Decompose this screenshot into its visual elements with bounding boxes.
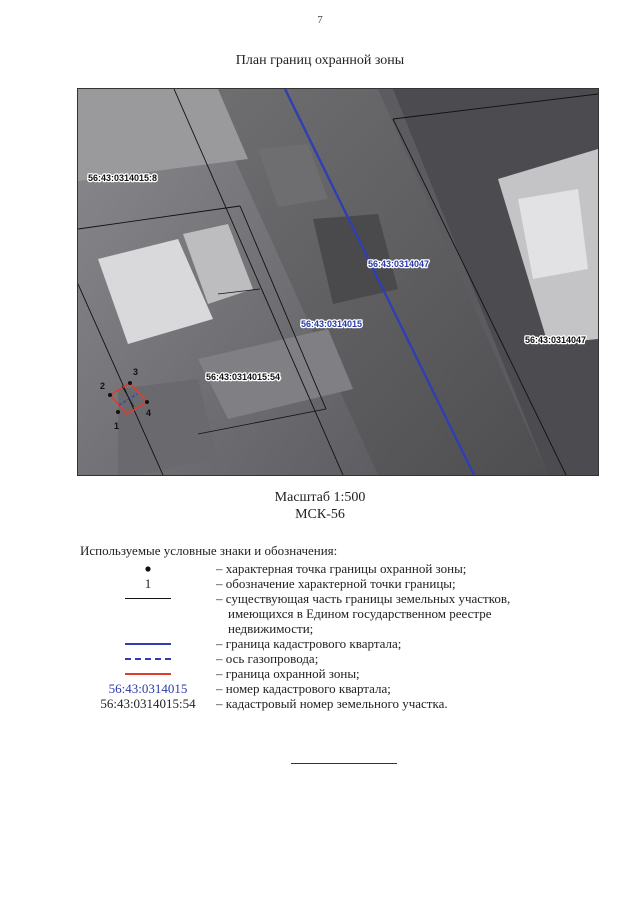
legend-item-parcel-border: – существующая часть границы земельных участков, имеющихся в Едином государственном реестре недвижимости; [80,591,600,636]
coordinate-system-label: МСК-56 [295,507,345,522]
boundary-point-3-label: 3 [133,367,139,377]
quarter-label-0314047-right: 56:43:0314047 [525,335,587,345]
blue-line-icon [125,643,171,645]
legend-item-point: – характерная точка границы охранной зоны; [80,561,600,576]
boundary-point-2-dot[interactable] [108,393,112,397]
parcel-label-54: 56:43:0314015:54 [206,372,281,382]
legend-item-gas-pipeline: – ось газопровода; [80,651,600,666]
boundary-point-4-dot[interactable] [145,400,149,404]
plan-title: План границ охранной зоны [235,53,405,68]
legend [80,561,600,711]
boundary-point-3-dot[interactable] [128,381,132,385]
map-frame[interactable] [77,88,599,476]
legend-item-point-number: 1 – обозначение характерной точки границы; [80,576,600,591]
scale-block [0,489,640,523]
boundary-point-1-dot[interactable] [116,410,120,414]
legend-item-protection-zone: – граница охранной зоны; [80,666,600,681]
quarter-number-sample: 56:43:0314015 [108,681,188,696]
legend-item-parcel-number: 56:43:0314015:54 – кадастровый номер земельного участка. [80,696,600,711]
red-line-icon [125,673,171,675]
legend-item-quarter-number: 56:43:0314015 – номер кадастрового квартала; [80,681,600,696]
point-dot-icon [143,564,153,574]
page-number: 7 [317,14,323,26]
legend-title: Используемые условные знаки и обозначения: [80,543,338,558]
boundary-point-4-label: 4 [146,408,152,418]
footer-divider [291,763,397,764]
parcel-number-sample: 56:43:0314015:54 [100,696,196,711]
blue-dashed-line-icon [125,658,171,660]
parcel-label-8: 56:43:0314015:8 [88,173,158,183]
legend-item-quarter-border: – граница кадастрового квартала; [80,636,600,651]
scale-label: Масштаб 1:500 [274,490,366,505]
boundary-point-1-label: 1 [114,421,120,431]
boundary-point-2-label: 2 [100,381,106,391]
quarter-label-0314047-top: 56:43:0314047 [368,259,430,269]
black-line-icon [125,598,171,599]
point-number-sample: 1 [144,576,152,591]
quarter-label-0314015: 56:43:0314015 [301,319,363,329]
map-canvas[interactable] [78,89,598,475]
